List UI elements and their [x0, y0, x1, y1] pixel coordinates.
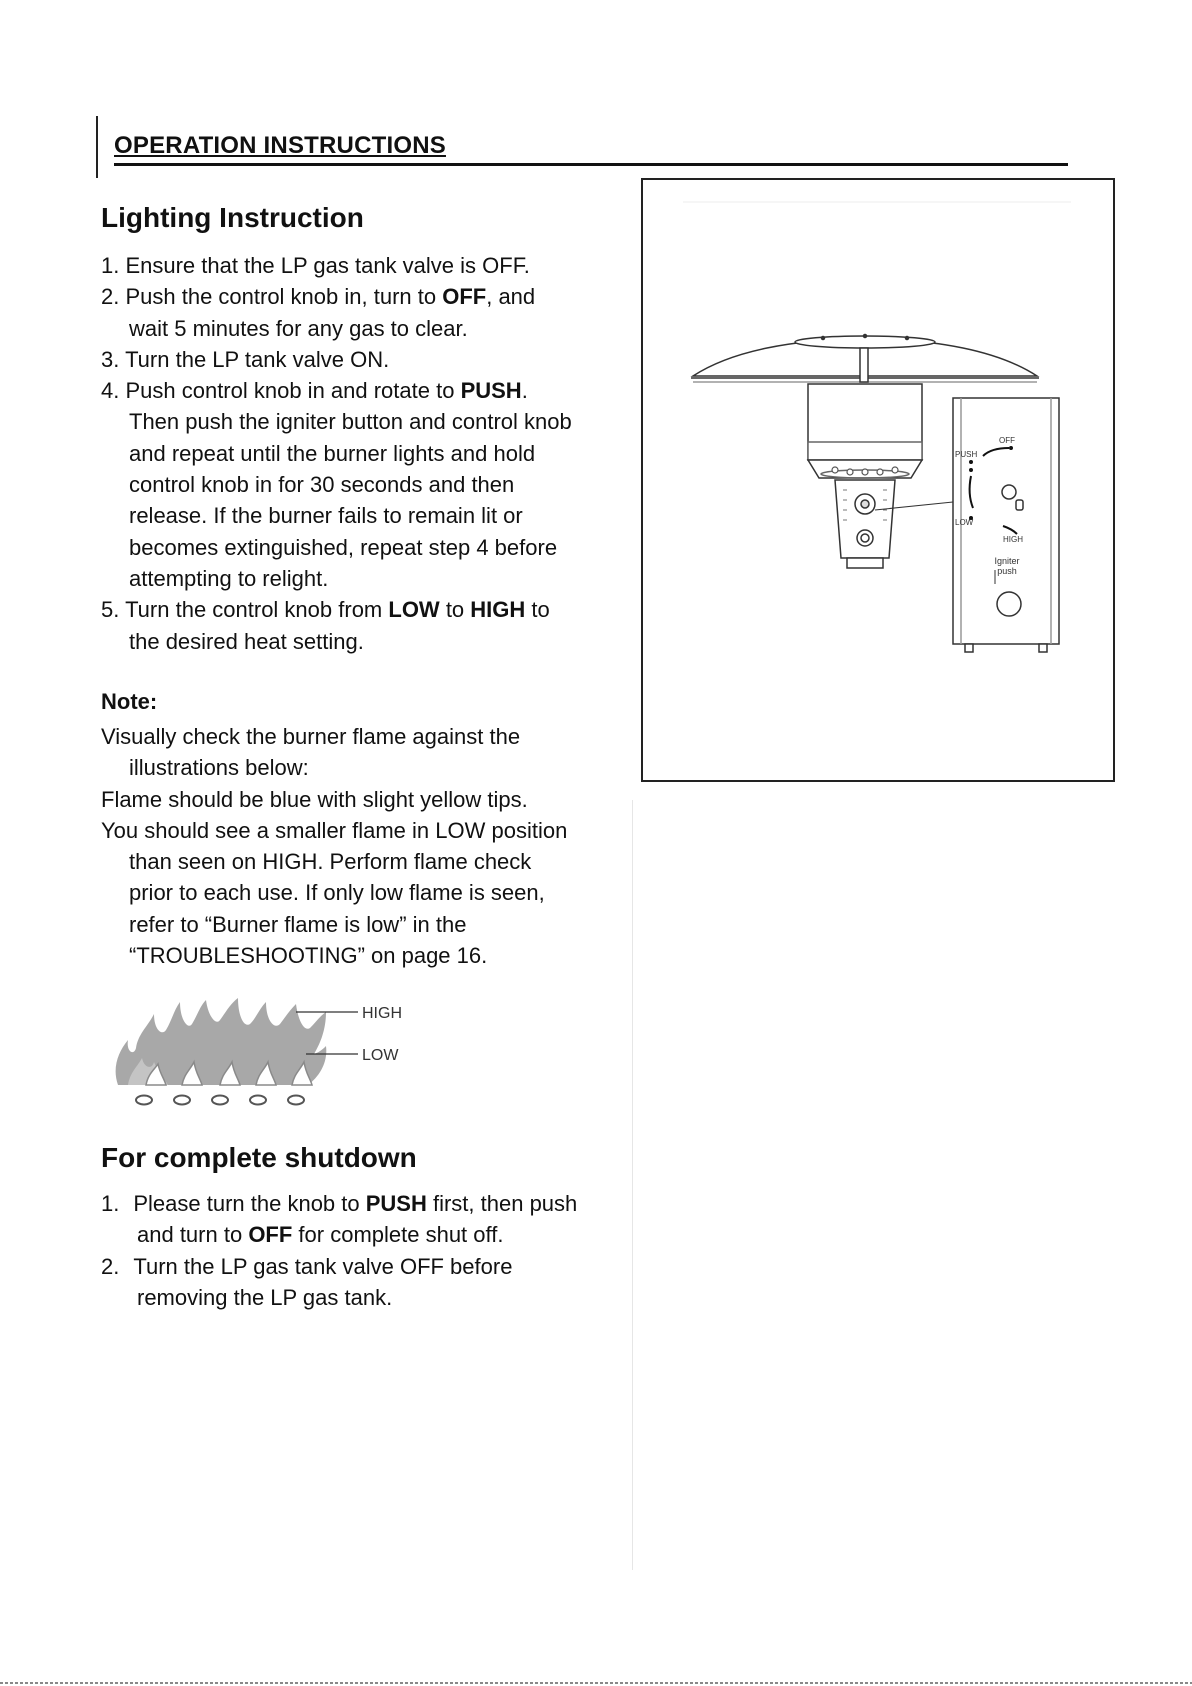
title-rule: [114, 163, 1068, 166]
note-line: refer to “Burner flame is low” in the: [129, 911, 467, 937]
shutdown-line: 1. Please turn the knob to PUSH first, then push: [101, 1191, 578, 1216]
note-line: prior to each use. If only low flame is seen,: [129, 880, 545, 906]
note-text: [101, 721, 567, 971]
note-line: Visually check the burner flame against the: [101, 724, 521, 749]
step-line: 2. Push the control knob in, turn to OFF, and: [101, 284, 536, 310]
shutdown-line: 2. Turn the LP gas tank valve OFF before: [101, 1253, 513, 1279]
heater-diagram: [643, 180, 1113, 780]
step-line: release. If the burner fails to remain lit or: [129, 503, 523, 529]
note-line: “TROUBLESHOOTING” on page 16.: [129, 943, 488, 969]
heater-reflector: [691, 335, 1039, 383]
flame-low-label: LOW: [362, 1047, 399, 1064]
page-bottom-edge: [0, 1682, 1192, 1684]
shutdown-line: removing the LP gas tank.: [137, 1284, 393, 1310]
heater-valve-housing: [835, 480, 895, 568]
note-line: than seen on HIGH. Perform flame check: [129, 849, 532, 875]
label-igniter: Igniter: [994, 556, 1020, 566]
note-line: Flame should be blue with slight yellow tips.: [101, 786, 528, 812]
note-line: You should see a smaller flame in LOW position: [101, 817, 568, 843]
label-high: HIGH: [1003, 535, 1023, 544]
section-title: OPERATION INSTRUCTIONS: [114, 132, 446, 159]
step-line: becomes extinguished, repeat step 4 before: [129, 534, 558, 560]
step-line: 4. Push control knob in and rotate to PUSH.: [101, 378, 528, 404]
label-low: LOW: [955, 518, 974, 527]
shutdown-heading: For complete shutdown: [101, 1142, 417, 1173]
note-line: illustrations below:: [129, 755, 309, 781]
shutdown-line: and turn to OFF for complete shut off.: [137, 1222, 504, 1248]
column-divider: [632, 800, 633, 1570]
heater-figure-box: [641, 178, 1115, 782]
label-igniter-push: push: [997, 566, 1017, 576]
step-line: 1. Ensure that the LP gas tank valve is OFF.: [101, 253, 530, 278]
step-line: 3. Turn the LP tank valve ON.: [101, 346, 390, 372]
label-push: PUSH: [955, 450, 978, 459]
step-line: 5. Turn the control knob from LOW to HIGH to: [101, 597, 550, 623]
burner-ports: [136, 1096, 304, 1105]
step-line: and repeat until the burner lights and hold: [129, 440, 536, 466]
note-heading: Note:: [101, 689, 158, 714]
flame-high-label: HIGH: [362, 1005, 402, 1022]
title-side-bar: [96, 116, 98, 178]
label-off: OFF: [999, 436, 1015, 445]
heater-emitter: [808, 384, 922, 478]
flame-illustration: [108, 990, 428, 1110]
step-line: the desired heat setting.: [129, 628, 364, 654]
step-line: wait 5 minutes for any gas to clear.: [129, 315, 468, 341]
step-line: Then push the igniter button and control knob: [129, 409, 572, 435]
shutdown-steps: [101, 1188, 577, 1313]
step-line: attempting to relight.: [129, 565, 329, 591]
flame-shapes: [116, 998, 327, 1085]
lighting-steps: [101, 250, 572, 657]
lighting-heading: Lighting Instruction: [101, 202, 364, 233]
step-line: control knob in for 30 seconds and then: [129, 472, 515, 498]
